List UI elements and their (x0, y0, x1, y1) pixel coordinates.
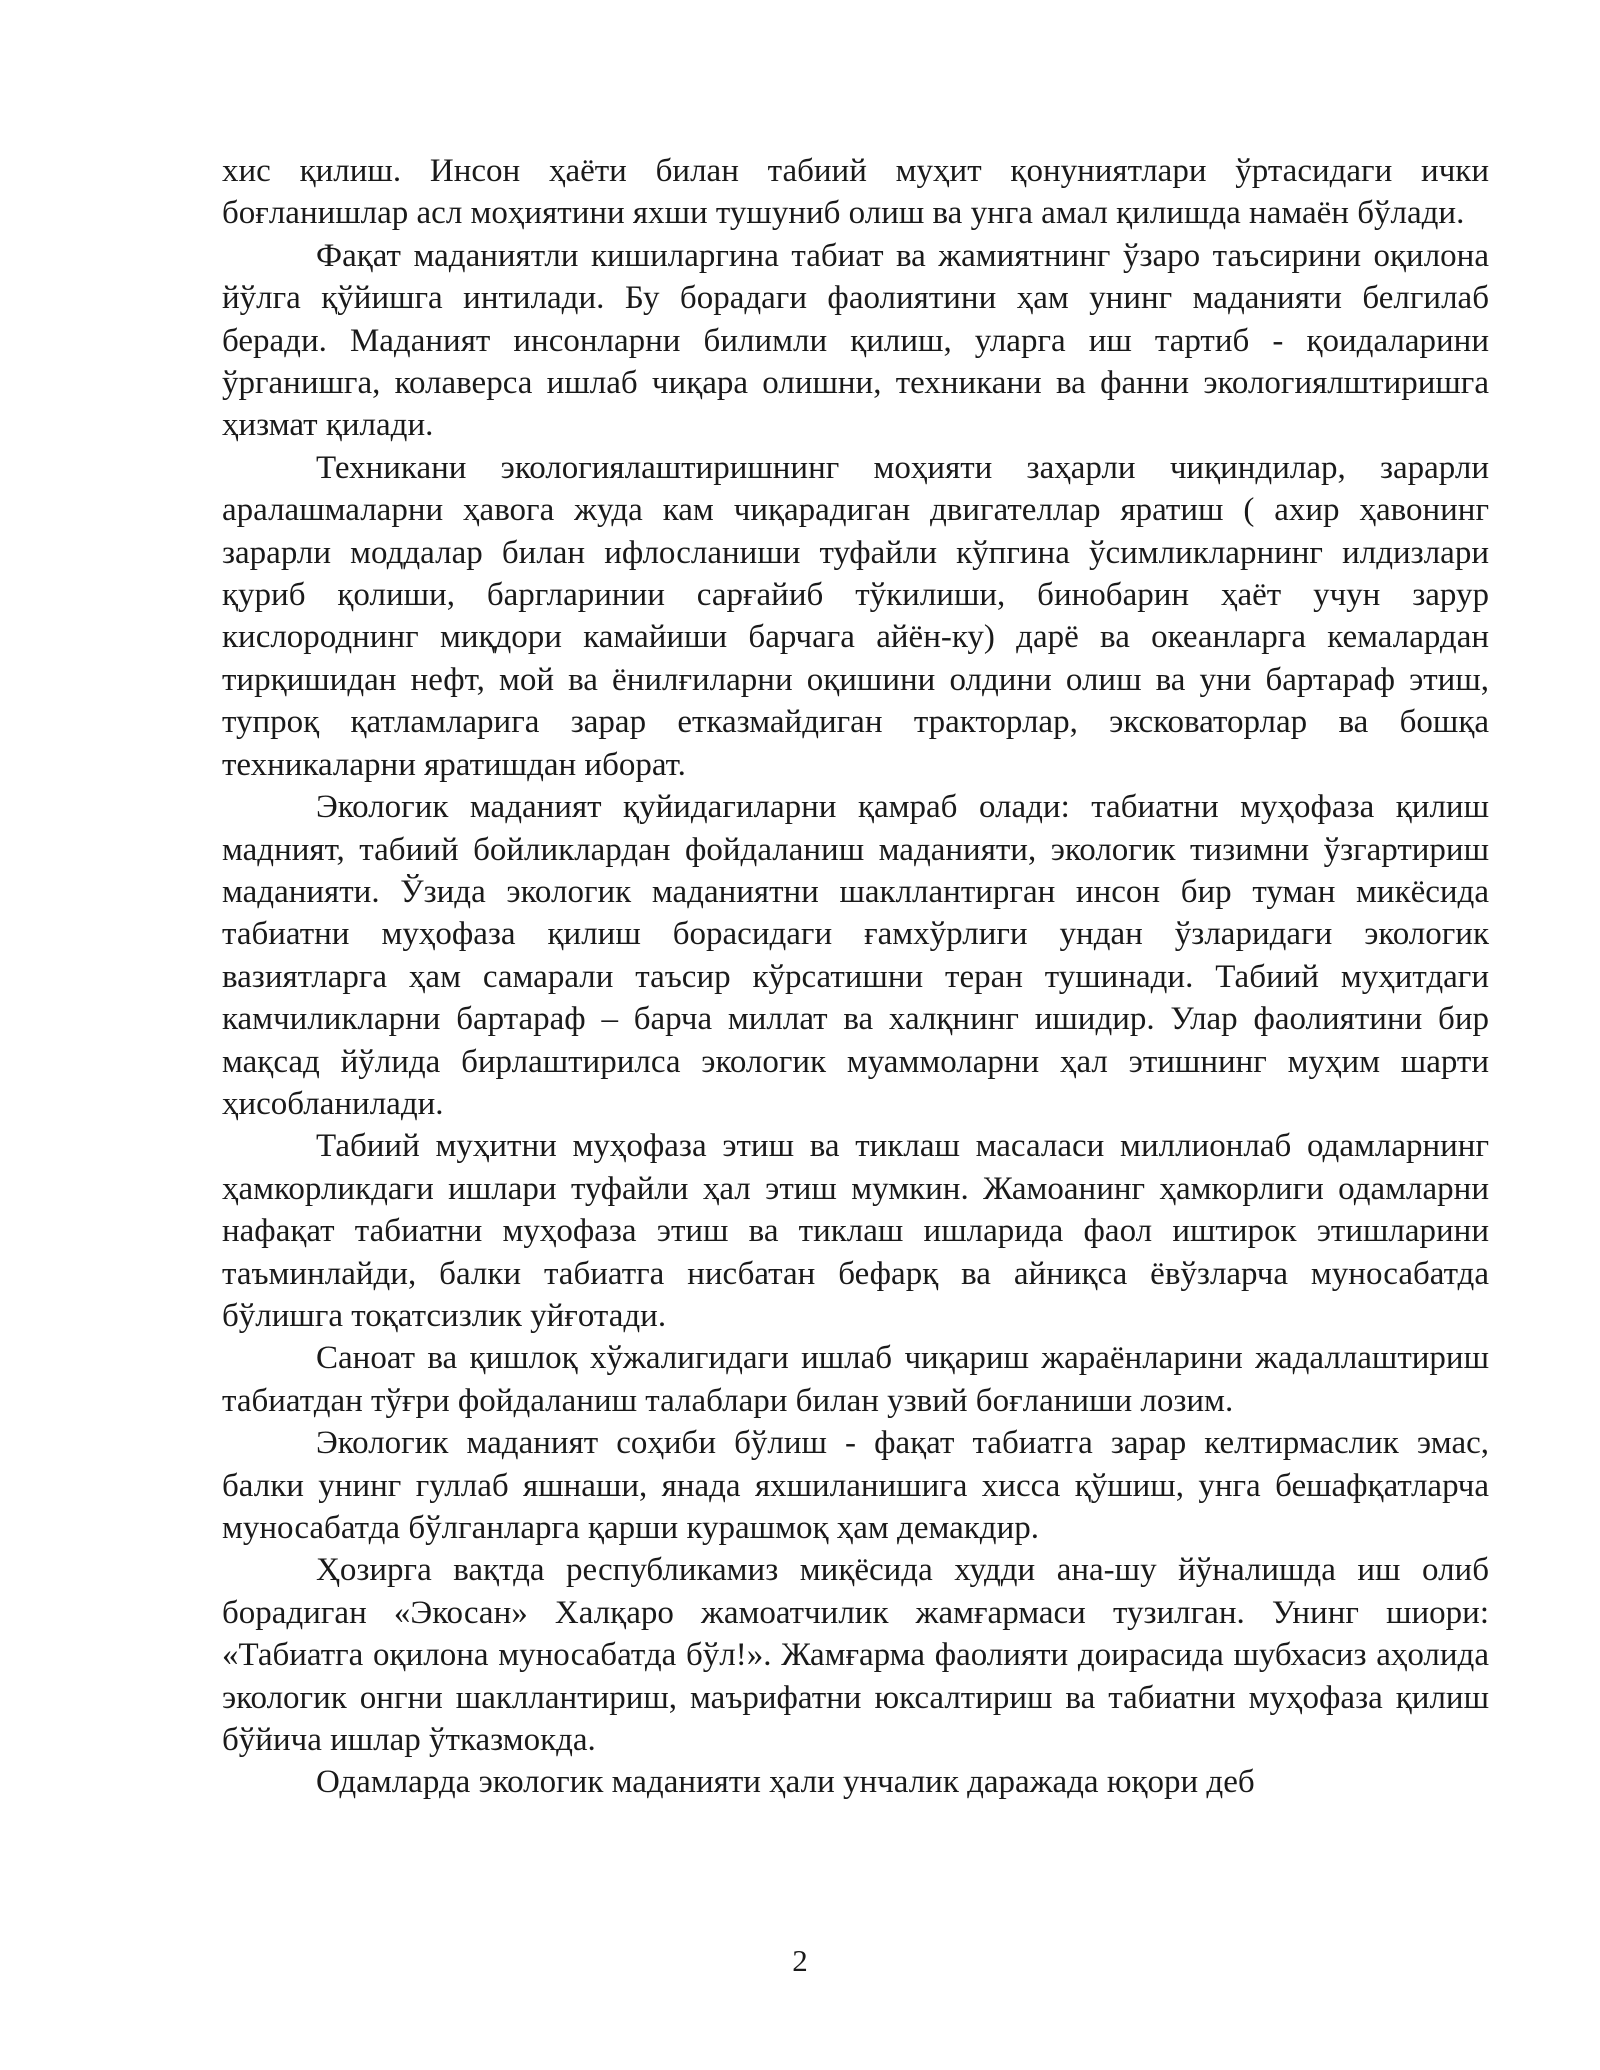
paragraph-5: Табиий муҳитни муҳофаза этиш ва тиклаш масаласи миллионлаб одамларнинг ҳамкорликдаги ишлари туфайли ҳал этиш мумкин. Жамоанинг ҳамкорлиги одамларни нафақат табиатни муҳофаза этиш ва тиклаш ишларида фаол иштирок этишларини таъминлайди, балки табиатга нисбатан бефарқ ва айниқса ёвўзларча муносабатда бўлишга тоқатсизлик уйғотади. (222, 1128, 1489, 1334)
paragraph-4: Экологик маданият қуйидагиларни қамраб олади: табиатни муҳофаза қилиш мадният, табиий бойликлардан фойдаланиш маданияти, экологик тизимни ўзгартириш маданияти. Ўзида экологик маданиятни шакллантирган инсон бир туман микёсида табиатни муҳофаза қилиш борасидаги ғамхўрлиги ундан ўзларидаги экологик вазиятларга ҳам самарали таъсир кўрсатишни теран тушинади. Табиий муҳитдаги камчиликларни бартараф – барча миллат ва халқнинг ишидир. Улар фаолиятини бир мақсад йўлида бирлаштирилса экологик муаммоларни ҳал этишнинг муҳим шарти ҳисобланилади. (222, 789, 1489, 1122)
paragraph-2: Фақат маданиятли кишиларгина табиат ва жамиятнинг ўзаро таъсирини оқилона йўлга қўйишга интилади. Бу борадаги фаолиятини ҳам унинг маданияти белгилаб беради. Маданият инсонларни билимли қилиш, уларга иш тартиб - қоидаларини ўрганишга, колаверса ишлаб чиқара олишни, техникани ва фанни экологиялштиришга ҳизмат қилади. (222, 237, 1489, 444)
page-number: 2 (792, 1943, 808, 1978)
paragraph-6: Саноат ва қишлоқ хўжалигидаги ишлаб чиқариш жараёнларини жадаллаштириш табиатдан тўғри фойдаланиш талаблари билан узвий боғланиши лозим. (222, 1340, 1489, 1419)
document-page (222, 150, 1489, 1804)
paragraph-8: Ҳозирга вақтда республикамиз миқёсида худди ана-шу йўналишда иш олиб борадиган «Экосан» Халқаро жамоатчилик жамғармаси тузилган. Унинг шиори: «Табиатга оқилона муносабатда бўл!». Жамғарма фаолияти доирасида шубхасиз аҳолида экологик онгни шакллантириш, маърифатни юксалтириш ва табиатни муҳофаза қилиш бўйича ишлар ўтказмокда. (222, 1552, 1489, 1759)
paragraph-3: Техникани экологиялаштиришнинг моҳияти заҳарли чиқиндилар, зарарли аралашмаларни ҳавога жуда кам чиқарадиган двигателлар яратиш ( ахир ҳавонинг зарарли моддалар билан ифлосланиши туфайли кўпгина ўсимликларнинг илдизлари қуриб қолиши, баргларинии сарғайиб тўкилиши, бинобарин ҳаёт учун зарур кислороднинг миқдори камайиши барчага айён-ку) дарё ва океанларга кемалардан тирқишидан нефт, мой ва ёнилғиларни оқишини олдини олиш ва уни бартараф этиш, тупроқ қатламларига зарар етказмайдиган тракторлар, эксковаторлар ва бошқа техникаларни яратишдан иборат. (222, 449, 1489, 783)
paragraph-7: Экологик маданият соҳиби бўлиш - фақат табиатга зарар келтирмаслик эмас, балки унинг гуллаб яшнаши, янада яхшиланишига хисса қўшиш, унга бешафқатларча муносабатда бўлганларга қарши курашмоқ ҳам демакдир. (222, 1425, 1489, 1546)
paragraph-1: хис қилиш. Инсон ҳаёти билан табиий муҳит қонуниятлари ўртасидаги ички боғланишлар асл моҳиятини яхши тушуниб олиш ва унга амал қилишда намаён бўлади. (222, 153, 1489, 232)
paragraph-9: Одамларда экологик маданияти ҳали унчалик даражада юқори деб (316, 1764, 1255, 1801)
